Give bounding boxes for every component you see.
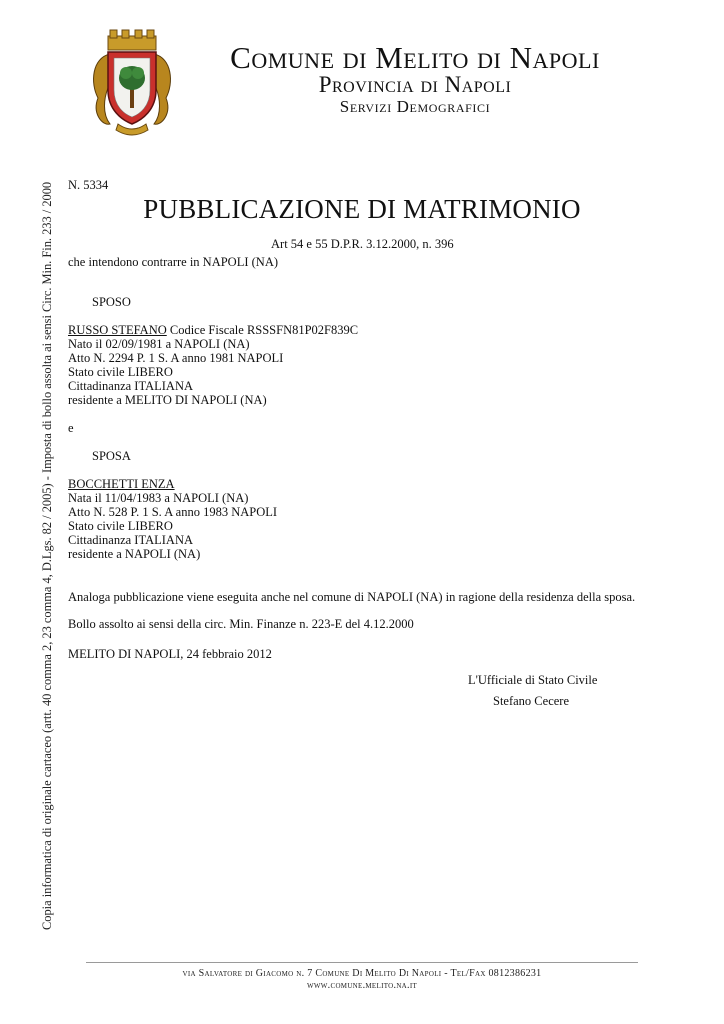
bollo-paragraph: Bollo assolto ai sensi della circ. Min. Finanze n. 223-E del 4.12.2000 xyxy=(68,617,414,631)
side-legal-note: Copia informatica di originale cartaceo (artt. 40 comma 2, 23 comma 4, D.Lgs. 82 / 2005) - Imposta di bollo assolta ai sensi Circ. Min. Fin. 233 / 2000 xyxy=(40,181,54,930)
sposo-residence: residente a MELITO DI NAPOLI (NA) xyxy=(68,393,267,407)
municipal-crest-icon xyxy=(88,28,176,138)
sposa-residence: residente a NAPOLI (NA) xyxy=(68,547,201,561)
sposo-name: RUSSO STEFANO xyxy=(68,323,167,337)
footer-divider xyxy=(86,962,638,963)
sposa-act: Atto N. 528 P. 1 S. A anno 1983 NAPOLI xyxy=(68,505,278,519)
sposo-birth: Nato il 02/09/1981 a NAPOLI (NA) xyxy=(68,337,250,351)
sposo-citizenship: Cittadinanza ITALIANA xyxy=(68,379,193,393)
footer-address: via Salvatore di Giacomo n. 7 Comune Di Melito Di Napoli - Tel/Fax 0812386231 xyxy=(182,968,542,979)
place-date: MELITO DI NAPOLI, 24 febbraio 2012 xyxy=(68,647,272,661)
sposa-civil-status: Stato civile LIBERO xyxy=(68,519,173,533)
sposa-citizenship: Cittadinanza ITALIANA xyxy=(68,533,193,547)
sposa-name-line xyxy=(68,477,175,491)
document-title: PUBBLICAZIONE DI MATRIMONIO xyxy=(143,194,581,224)
document-number: N. 5334 xyxy=(68,178,109,192)
header-province: Provincia di Napoli xyxy=(318,72,512,97)
sposa-birth: Nata il 11/04/1983 a NAPOLI (NA) xyxy=(68,491,249,505)
header-department: Servizi Demografici xyxy=(339,97,491,116)
footer-website: www.comune.melito.na.it xyxy=(306,980,418,991)
legal-reference: Art 54 e 55 D.P.R. 3.12.2000, n. 396 xyxy=(271,237,454,251)
sposa-heading: SPOSA xyxy=(92,449,131,463)
conjunction: e xyxy=(68,421,74,435)
sposo-codice-fiscale: Codice Fiscale RSSSFN81P02F839C xyxy=(166,323,359,337)
sposa-name: BOCCHETTI ENZA xyxy=(68,477,175,491)
officer-name: Stefano Cecere xyxy=(493,694,570,708)
sposo-name-line xyxy=(68,323,358,337)
analoga-paragraph: Analoga pubblicazione viene eseguita anche nel comune di NAPOLI (NA) in ragione della residenza della sposa. xyxy=(68,590,636,604)
header-municipality: Comune di Melito di Napoli xyxy=(230,40,600,75)
sposo-act: Atto N. 2294 P. 1 S. A anno 1981 NAPOLI xyxy=(68,351,284,365)
sposo-heading: SPOSO xyxy=(92,295,131,309)
intro-line: che intendono contrarre in NAPOLI (NA) xyxy=(68,255,279,269)
officer-title: L'Ufficiale di Stato Civile xyxy=(468,673,598,687)
sposo-civil-status: Stato civile LIBERO xyxy=(68,365,173,379)
